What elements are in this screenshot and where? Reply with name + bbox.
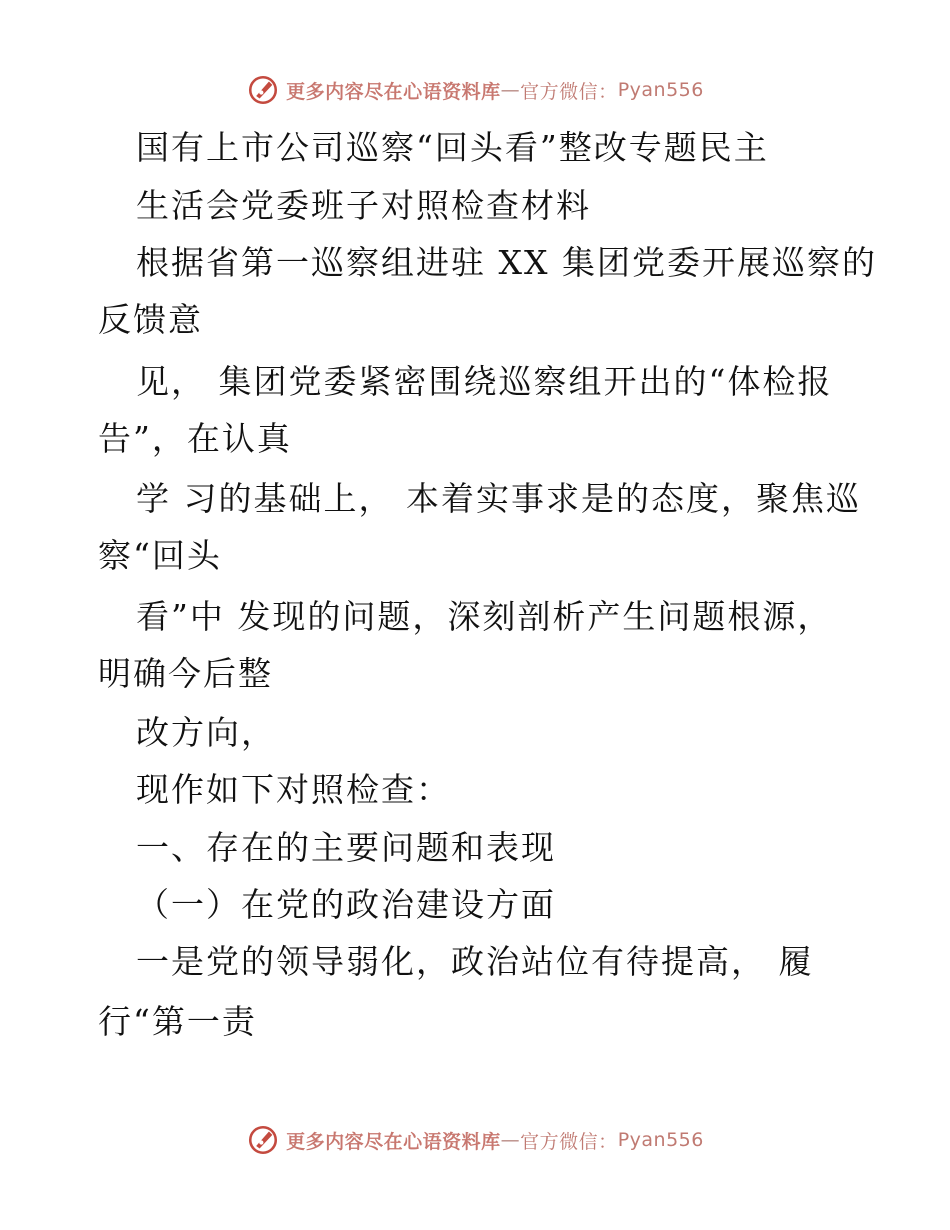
section-heading: 一、存在的主要问题和表现 (136, 828, 556, 867)
pen-nib-logo-icon (246, 1123, 280, 1157)
paragraph-line: 见， 集团党委紧密围绕巡察组开出的“体检报 (136, 362, 833, 401)
watermark-wechat-label: 官方微信： (520, 80, 618, 103)
watermark-footer (0, 1120, 950, 1160)
pen-nib-logo-icon (246, 73, 280, 107)
watermark-header (0, 70, 950, 110)
paragraph-line: 告”，在认真 (98, 419, 292, 458)
paragraph-line: 一是党的领导弱化，政治站位有待提高， 履 (136, 942, 814, 981)
paragraph-line: 明确今后整 (98, 654, 273, 693)
doc-title-line-2: 生活会党委班子对照检查材料 (136, 186, 591, 225)
watermark-wechat-id: Pyan556 (617, 79, 704, 101)
paragraph-line: 行“第一责 (98, 1002, 257, 1041)
paragraph-line: 改方向， (136, 713, 276, 752)
paragraph-line: 看”中 发现的问题，深刻剖析产生问题根源， (136, 597, 833, 636)
paragraph-line: 根据省第一巡察组进驻 XX 集团党委开展巡察的 (136, 243, 877, 282)
watermark-wechat-label: 官方微信： (520, 1130, 618, 1153)
watermark-dash: — (500, 79, 521, 101)
watermark-main-text: 更多内容尽在心语资料库 (286, 1130, 501, 1153)
watermark-dash: — (500, 1129, 521, 1151)
watermark-wechat-id: Pyan556 (617, 1129, 704, 1151)
subsection-heading: （一）在党的政治建设方面 (136, 885, 556, 924)
doc-title-line-1: 国有上市公司巡察“回头看”整改专题民主 (136, 128, 769, 167)
paragraph-line: 反馈意 (98, 300, 203, 339)
watermark-main-text: 更多内容尽在心语资料库 (286, 80, 501, 103)
paragraph-line: 现作如下对照检查： (136, 770, 451, 809)
paragraph-line: 察“回头 (98, 536, 222, 575)
paragraph-line: 学 习的基础上， 本着实事求是的态度，聚焦巡 (136, 479, 861, 518)
